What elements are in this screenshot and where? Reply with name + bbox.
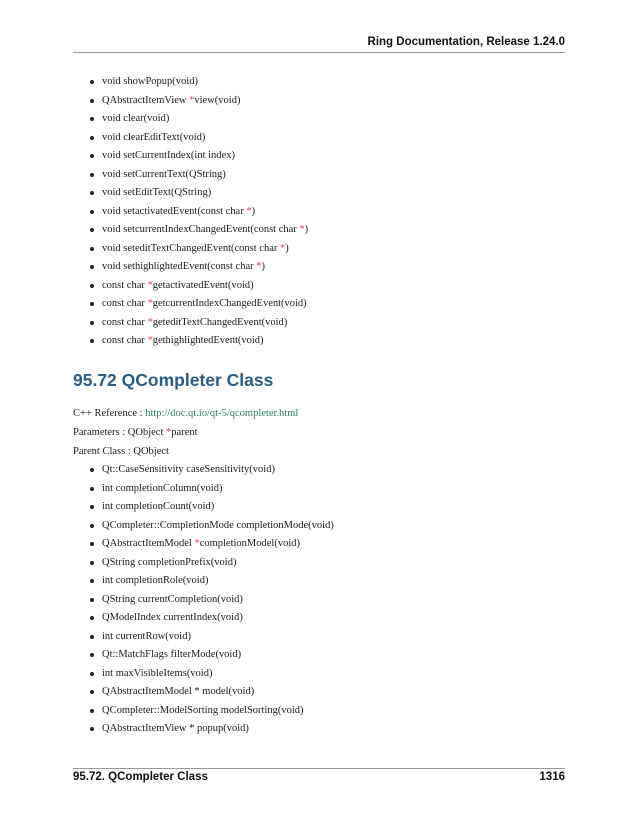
- list-item: const char *getcurrentIndexChangedEvent(void): [90, 297, 308, 316]
- header-rule: [73, 52, 565, 53]
- footer-section-label: 95.72. QCompleter Class: [73, 771, 208, 783]
- list-item: int completionCount(void): [90, 500, 334, 519]
- list-item: QCompleter::ModelSorting modelSorting(void): [90, 704, 334, 723]
- list-item: Qt::MatchFlags filterMode(void): [90, 648, 334, 667]
- reference-link[interactable]: http://doc.qt.io/qt-5/qcompleter.html: [145, 408, 299, 419]
- page-header: Ring Documentation, Release 1.24.0: [367, 36, 565, 48]
- list-item: const char *getactivatedEvent(void): [90, 279, 308, 298]
- page-number: 1316: [539, 771, 565, 783]
- footer-rule: [73, 768, 565, 769]
- list-item: void setCurrentIndex(int index): [90, 149, 308, 168]
- list-item: QModelIndex currentIndex(void): [90, 611, 334, 630]
- list-item: void setactivatedEvent(const char *): [90, 205, 308, 224]
- list-item: QString currentCompletion(void): [90, 593, 334, 612]
- list-item: QAbstractItemModel * model(void): [90, 685, 334, 704]
- parent-class-line: Parent Class : QObject: [73, 446, 169, 457]
- list-item: QCompleter::CompletionMode completionMode(void): [90, 519, 334, 538]
- cpp-reference: [73, 407, 298, 421]
- list-item: void setCurrentText(QString): [90, 168, 308, 187]
- list-item: int maxVisibleItems(void): [90, 667, 334, 686]
- page-footer: [73, 771, 565, 785]
- list-item: Qt::CaseSensitivity caseSensitivity(void): [90, 463, 334, 482]
- list-item: int completionRole(void): [90, 574, 334, 593]
- list-item: const char *geteditTextChangedEvent(void): [90, 316, 308, 335]
- list-item: void clearEditText(void): [90, 131, 308, 150]
- method-list-top: [90, 75, 308, 353]
- section-title: 95.72 QCompleter Class: [73, 370, 274, 390]
- method-list-qcompleter: [90, 463, 334, 741]
- reference-label: C++ Reference :: [73, 408, 146, 419]
- list-item: int currentRow(void): [90, 630, 334, 649]
- list-item: QAbstractItemModel *completionModel(void): [90, 537, 334, 556]
- list-item: const char *gethighlightedEvent(void): [90, 334, 308, 353]
- list-item: QAbstractItemView *view(void): [90, 94, 308, 113]
- parameters-line: Parameters : QObject *parent: [73, 427, 198, 438]
- list-item: void setEditText(QString): [90, 186, 308, 205]
- list-item: int completionColumn(void): [90, 482, 334, 501]
- list-item: void clear(void): [90, 112, 308, 131]
- list-item: void showPopup(void): [90, 75, 308, 94]
- list-item: void setcurrentIndexChangedEvent(const char *): [90, 223, 308, 242]
- list-item: QString completionPrefix(void): [90, 556, 334, 575]
- list-item: void seteditTextChangedEvent(const char *): [90, 242, 308, 261]
- list-item: QAbstractItemView * popup(void): [90, 722, 334, 741]
- list-item: void sethighlightedEvent(const char *): [90, 260, 308, 279]
